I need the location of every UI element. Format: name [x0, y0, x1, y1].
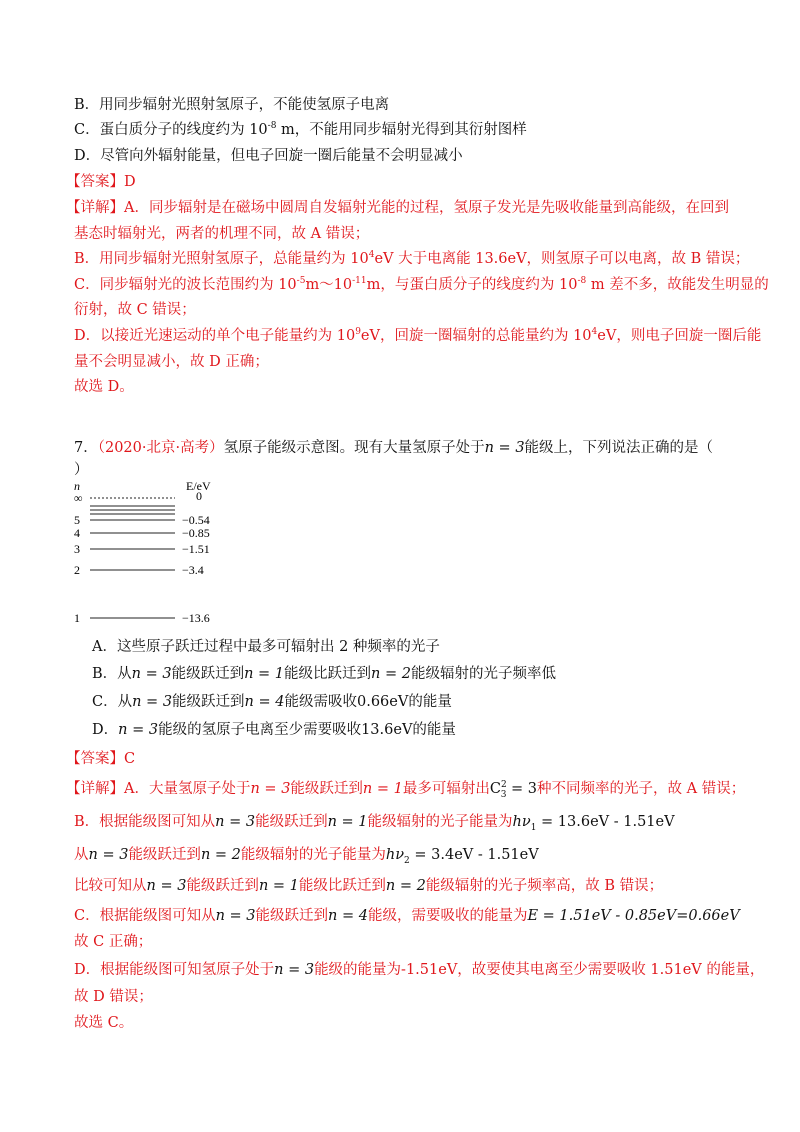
level-n-label: ∞ — [74, 491, 83, 505]
prev-detail-5: 衍射，故 C 错误； — [74, 302, 196, 318]
q7-stem: 7．（2020·北京·高考）氢原子能级示意图。现有大量氢原子处于n = 3能级上，下列说法正确的是（ — [74, 440, 714, 456]
prev-detail-1: 【详解】A．同步辐射是在磁场中圆周自发辐射光能的过程，氢原子发光是先吸收能量到高能级，在回到 — [66, 200, 729, 216]
level-n-label: 4 — [74, 526, 80, 540]
prev-option-d: D．尽管向外辐射能量，但电子回旋一圈后能量不会明显减小 — [74, 148, 463, 164]
level-energy-label: −0.85 — [182, 526, 210, 540]
q7-detail-9: 故选 C。 — [74, 1015, 134, 1031]
q7-source: （2020·北京·高考） — [97, 440, 224, 456]
q7-detail-8: 故 D 错误； — [74, 989, 153, 1005]
level-energy-label: −13.6 — [182, 611, 210, 625]
q7-detail-4: 比较可知从n = 3能级跃迁到n = 1能级比跃迁到n = 2能级辐射的光子频率高，故 B 错误； — [74, 878, 664, 894]
prev-detail-3: B．用同步辐射光照射氢原子，总能量约为 $10^4eV$ 大于电离能 13.6eV，则氢原子可以电离，故 B 错误； — [74, 250, 750, 267]
q7-stem-close: ） — [74, 462, 89, 478]
level-n-label: 5 — [74, 513, 80, 527]
level-energy-label: −1.51 — [182, 542, 210, 556]
prev-detail-8: 故选 D。 — [74, 379, 134, 395]
prev-detail-4: C．同步辐射光的波长范围约为 $10^{-5}m\sim 10^{-11}m$，与蛋白质分子的线度约为 $10^{-8}$ m 差不多，故能发生明显的 — [74, 276, 769, 293]
prev-detail-6: D．以接近光速运动的单个电子能量约为 $10^9eV$，回旋一圈辐射的总能量约为 $10^4eV$，则电子回旋一圈后能 — [74, 327, 762, 344]
prev-option-c: C．蛋白质分子的线度约为 $10^{-8}$ m，不能用同步辐射光得到其衍射图样 — [74, 121, 527, 138]
level-energy-label: −3.4 — [182, 563, 204, 577]
prev-detail-2: 基态时辐射光，两者的机理不同，故 A 错误； — [74, 226, 370, 242]
q7-option-c: C．从n = 3能级跃迁到n = 4能级需吸收0.66eV的能量 — [92, 694, 452, 710]
prev-answer: 【答案】D — [66, 174, 136, 190]
q7-detail-3: 从n = 3能级跃迁到n = 2能级辐射的光子能量为$h\nu_2 = 3.4eV - 1.51eV$ — [74, 847, 539, 866]
q7-option-a: A．这些原子跃迁过程中最多可辐射出 2 种频率的光子 — [92, 639, 440, 655]
level-n-label: 2 — [74, 563, 80, 577]
level-n-label: 3 — [74, 542, 80, 556]
energy-level-diagram — [70, 478, 260, 628]
q7-detail-2: B．根据能级图可知从n = 3能级跃迁到n = 1能级辐射的光子能量为$h\nu_1 = 13.6eV - 1.51eV$ — [74, 814, 675, 833]
q7-detail-7: D．根据能级图可知氢原子处于n = 3能级的能量为-1.51eV，故要使其电离至少需要吸收 1.51eV 的能量， — [74, 962, 765, 978]
q7-option-b: B．从n = 3能级跃迁到n = 1能级比跃迁到n = 2能级辐射的光子频率低 — [92, 666, 556, 682]
level-energy-label: −0.54 — [182, 513, 210, 527]
q7-detail-5: C．根据能级图可知从n = 3能级跃迁到n = 4能级，需要吸收的能量为E = 1.51eV - 0.85eV=0.66eV — [74, 908, 740, 924]
q7-number: 7． — [74, 440, 98, 456]
prev-detail-7: 量不会明显减小，故 D 正确； — [74, 354, 269, 370]
e-header: E/eV — [186, 479, 211, 493]
n-header: n — [74, 479, 80, 493]
q7-detail-6: 故 C 正确； — [74, 934, 153, 950]
prev-option-b: B．用同步辐射光照射氢原子，不能使氢原子电离 — [74, 97, 390, 113]
level-n-label: 1 — [74, 611, 80, 625]
q7-detail-1: 【详解】A．大量氢原子处于n = 3能级跃迁到n = 1最多可辐射出$C^2_3 = 3$种不同频率的光子，故 A 错误； — [66, 780, 746, 800]
q7-option-d: D．n = 3能级的氢原子电离至少需要吸收13.6eV的能量 — [92, 722, 456, 738]
level-energy-label: 0 — [196, 489, 202, 503]
q7-answer: 【答案】C — [66, 751, 136, 767]
